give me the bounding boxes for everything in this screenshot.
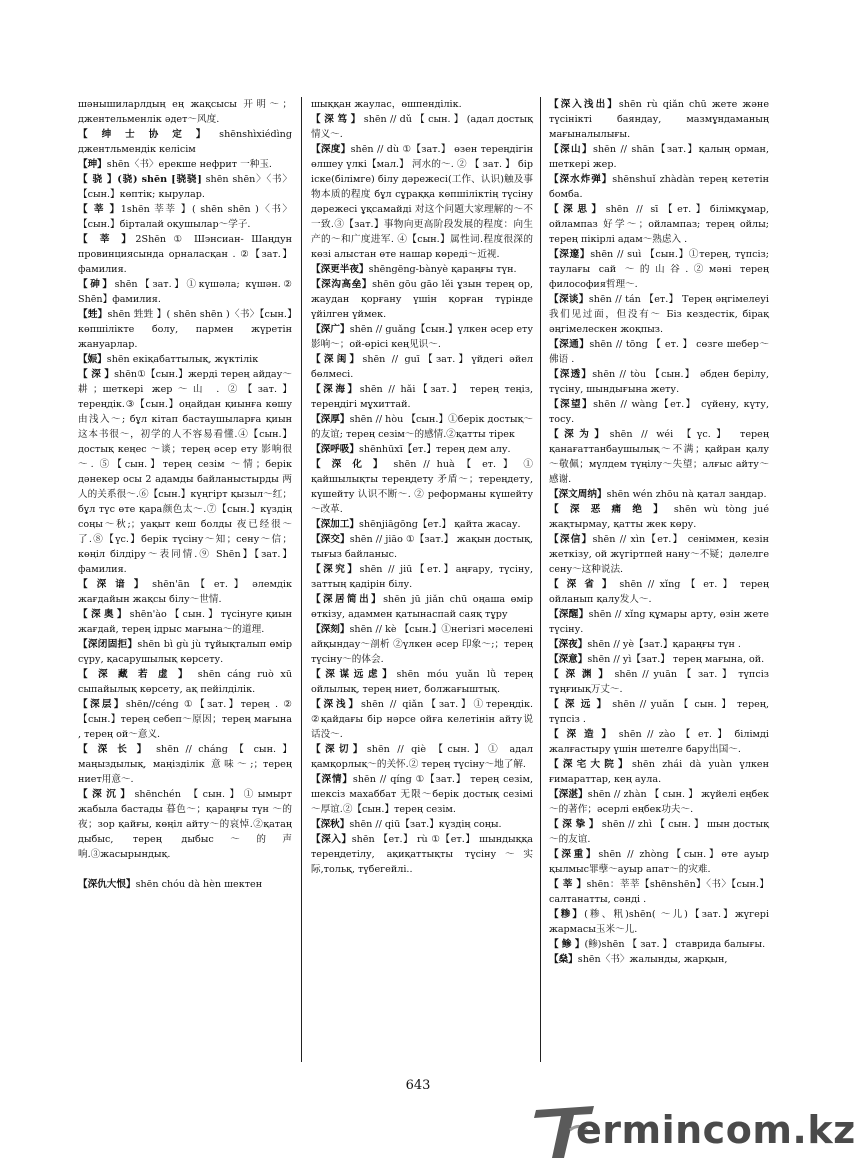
dictionary-entry	[78, 127, 292, 157]
dictionary-entry	[311, 562, 533, 592]
entry-headword: 【 深 藏 若 虚 】	[78, 669, 192, 680]
entry-definition: shēn〈书〉ерекше нефрит 一种玉.	[106, 159, 272, 170]
entry-headword: 【深邃】	[549, 249, 591, 260]
entry-definition: shēn екіқабаттылық, жүктілік	[106, 354, 259, 365]
entry-definition: shēn // tòu 【сын.】 әбден берілу, түсіну, шындығына жету.	[549, 369, 769, 395]
entry-headword: 【 深 化 】	[311, 459, 387, 470]
entry-headword: 【 绅 士 协 定 】	[78, 129, 211, 140]
entry-headword: 【深仇大恨】	[78, 879, 136, 890]
entry-headword: 【 莘 】	[78, 204, 121, 215]
dictionary-entry	[549, 202, 769, 247]
logo-text: ermincom.kz	[576, 1108, 856, 1152]
entry-definition: шыққан жаулас，өшпенділік.	[311, 99, 462, 110]
entry-definition: shēn // xìn【ет.】 сеніммен, кезін жеткізу, ой жүгіртпей нану～不疑；дәлелге сену～这种说法.	[549, 534, 769, 575]
entry-definition: shēn〈书〉жалынды, жарқын,	[577, 954, 728, 965]
entry-headword: 【 深 笃 】	[311, 114, 361, 125]
entry-definition: shēn①【сын.】жерді терең айдау～耕；шеткері жер～山 . ②【зат.】тереңдік.③【сын.】оңайдан қиынға көшу 由浅入～; бұл кітап бастаушыларға қиын 这本书很～，初学的人不容易看懂.④【сын.】достық кеңес ～谈；терең әсер ету 影响很～. ⑤【сын.】терең сезім ～情；берік дәнекер осы 2 адамды байланыстырды 两人的关系很～.⑥【сын.】күңгірт қызыл～红；бұл түс өте қара颜色太～.⑦【сын.】күздің соңы～秋;；уақыт кеш болды 夜已经很～了.⑧【үс.】берік түсіну～知；сену～信；көңіл білдіру～表同情.⑨ Shēn】【зат.】фамилия.	[78, 369, 292, 575]
entry-definition: (糁、籸)shēn( ～儿)【зат.】жүгері жармасы玉米～儿.	[549, 909, 770, 935]
entry-headword: 【深透】	[549, 369, 593, 380]
entry-headword: 【深秋】	[311, 819, 350, 830]
entry-headword: 【深浅】	[311, 699, 361, 710]
entry-headword: 【 鲹 】	[549, 939, 585, 950]
entry-definition: shēn//céng ①【зат.】терең . ②【сын.】терең себеп～原因；терең мағына , терең ой～意义.	[78, 699, 292, 740]
entry-definition: shēn // hǎi【зат.】 терең теңіз, тереңдігі мұхиттай.	[311, 384, 534, 410]
dictionary-entry	[311, 322, 533, 352]
entry-headword: 【深谈】	[549, 294, 589, 305]
entry-headword: 【深望】	[549, 399, 594, 410]
entry-headword: 【深闺】	[311, 354, 363, 365]
entry-headword: 【燊】	[549, 954, 578, 965]
dictionary-entry	[311, 142, 533, 262]
dictionary-entry	[78, 667, 292, 697]
entry-headword: 【深信】	[549, 534, 593, 545]
entry-definition: shēn // dǔ 【 сын. 】 (адал достық情义～.	[311, 114, 533, 140]
entry-definition: shēn // kè 【сын.】①негізгі мәселені айқындау～剖析 ②үлкен әсер 印象～;；терең түсіну～的体会.	[311, 624, 534, 665]
entry-headword: 【深呼吸】	[311, 444, 359, 455]
entry-headword: 【深更半夜】	[311, 264, 369, 275]
entry-headword: 【 深 造 】	[549, 729, 614, 740]
entry-headword: 【深加工】	[311, 519, 359, 530]
dictionary-entry	[311, 352, 533, 382]
dictionary-entry	[78, 877, 292, 892]
dictionary-entry	[311, 592, 533, 622]
dictionary-column-2	[311, 97, 533, 1062]
dictionary-entry	[549, 397, 769, 427]
entry-definition: shēn // zhòng【сын.】өте ауыр қылмыс罪孽～ауыр апат～的灾难.	[549, 849, 770, 875]
entry-definition: shēn // xǐng құмары арту, өзін жете түсіну.	[549, 609, 769, 635]
dictionary-entry	[311, 772, 533, 817]
entry-definition: shēn // guī【зат.】үйдегі әйел бөлмесі.	[311, 354, 534, 380]
entry-headword: 【 深 远 】	[549, 699, 608, 710]
dictionary-entry	[311, 622, 533, 667]
dictionary-entry	[311, 457, 533, 517]
entry-headword: 【深居简出】	[311, 594, 384, 605]
dictionary-entry	[78, 862, 292, 877]
dictionary-entry	[311, 817, 533, 832]
entry-definition: shēn // xǐng 【 ет. 】 терең ойланып қалу发人～.	[549, 579, 769, 605]
entry-definition: shēn // yè【зат.】қараңғы түн .	[587, 639, 741, 650]
entry-definition: shēn chóu dà hèn шектен	[135, 879, 263, 890]
entry-definition: shēn // yuān 【 зат. 】 түпсіз тұңғиық万丈～.	[549, 669, 769, 695]
entry-headword: 【深夜】	[549, 639, 588, 650]
entry-headword: 【深情】	[311, 774, 353, 785]
dictionary-entry	[311, 112, 533, 142]
column-divider-2	[540, 97, 541, 1062]
dictionary-entry	[78, 97, 292, 127]
entry-definition: shēn // tán 【ет.】 Терең әңгімелеуі 我们见过面，但没有～ Біз кездестік, бірақ әңгімелескен жоқпыз.	[549, 294, 770, 335]
entry-definition: shēn // wéi 【үс.】 терең қанағаттанбаушылық～不满；қайран қалу～敬佩；мүлдем түңілу～失望；алғыс айту～感谢.	[549, 429, 769, 485]
entry-headword: 【深谋远虑】	[311, 669, 397, 680]
entry-definition: shēn'ào 【 сын. 】 түсінуге қиын жағдай, терең ідрыс мағына～的道理.	[78, 609, 292, 635]
dictionary-entry	[78, 307, 292, 352]
entry-definition: shēn // shān【зат.】қалың орман, шеткері жер.	[549, 144, 769, 170]
dictionary-entry	[78, 157, 292, 172]
entry-definition: shēn // suì 【сын.】①терең, түпсіз; таулағы сай ～的山谷.②мәні терең философия哲理～.	[549, 249, 770, 290]
entry-definition: (鲹)shēn 【 зат. 】 ставрида балығы.	[584, 939, 766, 950]
entry-headword: 【 莘 】	[78, 234, 136, 245]
dictionary-entry	[549, 757, 769, 787]
entry-headword: 【深醒】	[549, 609, 589, 620]
entry-definition: shēn jū jiǎn chū оңаша өмір өткізу, адаммен қатынаспай саяқ тұру	[311, 594, 534, 620]
entry-definition: shēn // qiū【зат.】күздің соңы.	[349, 819, 502, 830]
entry-headword: 【深为】	[549, 429, 610, 440]
entry-definition: shēn 【ет.】 rù ①【ет.】 шындыққа тереңдетілу, ақиқаттықты түсіну～实际,тольқ, түбегейлі..	[311, 834, 534, 875]
entry-definition: shēn // zhàn 【 сын. 】 жүйелі еңбек～的著作；әсерлі еңбек功夫～.	[549, 789, 769, 815]
entry-definition: shēn zhái dà yuàn үлкен ғимараттар, кең аула.	[549, 759, 769, 785]
entry-definition: shēn // yì【зат.】 терең мағына, ой.	[587, 654, 765, 665]
entry-definition: shēn gōu gāo lěi ұзын терең ор, жаудан қорғану үшін қорған түрінде үйілген үймек.	[311, 279, 533, 320]
entry-headword: 【深水炸弹】	[549, 174, 613, 185]
entry-headword: 【 深 省 】	[549, 579, 614, 590]
entry-headword: 【 深 渊 】	[549, 669, 610, 680]
entry-headword: 【珅】	[78, 159, 107, 170]
dictionary-entry	[549, 667, 769, 697]
dictionary-entry	[549, 532, 769, 577]
entry-definition: shēn // huà 【 ет. 】 ① қайшылықты тереңдету 矛盾～；тереңдету, күшейту 认识不断～. ② реформаны күшейту～改革.	[311, 459, 533, 515]
entry-definition: shēngēng-bànyè қараңғы түн.	[368, 264, 517, 275]
dictionary-entry	[549, 847, 769, 877]
dictionary-entry	[549, 502, 769, 532]
dictionary-entry	[549, 877, 769, 907]
dictionary-entry	[311, 277, 533, 322]
entry-definition: shēn rù qiǎn chū жете және түсінікті баяндау, мазмұндаманың мағыналылығы.	[549, 99, 770, 140]
terminocom-logo[interactable]	[530, 1102, 856, 1162]
dictionary-entry	[549, 817, 769, 847]
entry-definition: 2Shēn ① Шэнсиан- Шаңдун провинциясында орналасқан . ②【зат.】фамилия.	[78, 234, 292, 275]
dictionary-entry	[78, 742, 292, 787]
dictionary-entry	[78, 697, 292, 742]
entry-headword: 【深思】	[549, 204, 606, 215]
dictionary-entry	[549, 292, 769, 337]
entry-headword: 【 深 恶 痛 绝 】	[549, 504, 667, 515]
entry-headword: 【砷】	[78, 279, 115, 290]
entry-definition: shēn // qiǎn【зат.】①тереңдік. ②қайдағы бір нәрсе ойға келетінін айту说话没～.	[311, 699, 533, 740]
dictionary-entry	[549, 727, 769, 757]
entry-definition: shēnchén 【сын.】①ымырт жабыла бастады 暮色～；қараңғы түн ～的夜；зор қайғы, көңіл айту～的哀悼.②қатаң дыбыс, терең дыбыс～的声响.③жасырындық.	[78, 789, 292, 860]
dictionary-entry	[549, 697, 769, 727]
entry-headword: 【深广】	[311, 324, 350, 335]
entry-definition: shēn // guǎng【сын.】үлкен әсер ету影响～；ой-өрісі кең见识～.	[311, 324, 534, 350]
dictionary-entry	[78, 637, 292, 667]
entry-definition: shēn wén zhōu nà қатал заңдар.	[606, 489, 767, 500]
dictionary-entry	[311, 382, 533, 412]
entry-definition: shēn // dù ①【зат.】 өзен тереңдігін өлшеу үлкі【мал.】 河水的～. ② 【 зат. 】 бір іске(білімге) білу дәрежесі(工作、认识)触及事物本质的程度 бұл сұраққа көпшіліктің түсіну дәрежесі ұқсамайді 对这个问题大家理解的～不一致.③【зат.】事物向更高阶段发展的程度：向生产的～和广度进军. ④【сын.】属性词.程度很深的 көзі алыстан өте нашар көреді～近视.	[311, 144, 534, 260]
dictionary-entry	[549, 487, 769, 502]
dictionary-entry	[549, 337, 769, 367]
dictionary-entry	[311, 742, 533, 772]
dictionary-entry	[311, 262, 533, 277]
dictionary-entry	[311, 697, 533, 742]
dictionary-entry	[78, 607, 292, 637]
entry-definition: shēn【зат.】①күшәла; күшән.② Shēn】фамилия.	[78, 279, 293, 305]
entry-headword: 【 深 长 】	[78, 744, 150, 755]
dictionary-entry	[311, 97, 533, 112]
entry-headword: 【深层】	[78, 699, 126, 710]
column-divider-1	[301, 97, 302, 1062]
entry-headword: 【深山】	[549, 144, 594, 155]
entry-headword: 【深交】	[311, 534, 350, 545]
entry-headword: 【深沉】	[78, 789, 135, 800]
entry-definition: shēn // qíng ①【зат.】 терең сезім, шексіз махаббат 无限～берік достық сезімі～厚谊.②【сын.】терең сезім.	[311, 774, 533, 815]
page-number: 643	[405, 1078, 431, 1093]
entry-headword: 【糁】	[549, 909, 585, 920]
entry-headword: 【深海】	[311, 384, 360, 395]
dictionary-entry	[549, 142, 769, 172]
entry-definition: shēn // zhì 【 сын. 】 шын достық ～的友谊.	[549, 819, 769, 845]
entry-definition: 1shēn 莘莘 】( shēn shēn )〈书〉【сын.】бірталай оқушылар～学子.	[78, 204, 292, 230]
entry-definition: shēn // jiāo ①【зат.】 жақын достық, тығыз байланыс.	[311, 534, 533, 560]
entry-definition: shēn // sī【ет.】білімқұмар, ойлампаз 好学～；ойлампаз; терең ойлы; терең пікірлі адам～熟虑入 .	[549, 204, 770, 245]
dictionary-entry	[549, 97, 769, 142]
dictionary-entry	[549, 247, 769, 292]
dictionary-entry	[311, 412, 533, 442]
entry-headword: 【深沟高垒】	[311, 279, 373, 290]
entry-definition: shēn // cháng 【 сын. 】 маңыздылық, маңізділік 意味～;；терең ниет用意～.	[78, 744, 292, 785]
entry-headword: 【娠】	[78, 354, 107, 365]
dictionary-entry	[311, 667, 533, 697]
entry-headword: 【深究】	[311, 564, 360, 575]
entry-definition: shēn wù tòng jué жақтырмау, қатты жек көру.	[549, 504, 769, 530]
entry-definition: shēn // jiū【ет.】аңғару, түсіну, заттың қадірін білу.	[311, 564, 534, 590]
dictionary-entry	[549, 367, 769, 397]
entry-definition: shēn // hòu 【сын.】①берік достық～的友谊; терең сезім～的感情.②қатты тірек	[311, 414, 534, 440]
dictionary-entry	[549, 607, 769, 637]
dictionary-entry	[549, 652, 769, 667]
dictionary-entry	[549, 937, 769, 952]
entry-headword: 【深刻】	[311, 624, 350, 635]
entry-definition: shēn // tōng 【 ет. 】 сөзге шебер～佛语 .	[549, 339, 769, 365]
entry-definition: shēn // qiè 【сын.】① адал қамқорлық～的关怀.② терең түсіну～地了解.	[311, 744, 534, 770]
dictionary-entry	[78, 577, 292, 607]
entry-headword: 【深入】	[311, 834, 352, 845]
entry-definition: shēn // wàng【ет.】 сүйену, күту, тосу.	[549, 399, 769, 425]
entry-headword: 【 深 谙 】	[78, 579, 147, 590]
entry-headword: 【深宅大院】	[549, 759, 632, 770]
dictionary-entry	[78, 232, 292, 277]
dictionary-column-1	[78, 97, 292, 1062]
entry-headword: 【深重】	[549, 849, 599, 860]
dictionary-entry	[78, 172, 292, 202]
entry-headword: 【深意】	[549, 654, 588, 665]
entry-definition: shēn 甡甡 】( shēn shēn )〈书〉【сын.】көпшілікте болу, пармен жүретін жануарлар.	[78, 309, 293, 350]
entry-definition: shēnshìxiédìng джентльмендік келісім	[78, 129, 292, 155]
entry-headword: 【 深 挚 】	[549, 819, 599, 830]
entry-definition: shēn：莘莘【shēnshēn】〈书〉【сын.】салтанатты, сәнді .	[549, 879, 769, 905]
entry-definition: shēn // zào 【 ет. 】 білімді жалғастыру үшін шетелге бару出国～.	[549, 729, 769, 755]
entry-headword: 【 深 奥 】	[78, 609, 127, 620]
dictionary-entry	[78, 787, 292, 862]
entry-definition: shēn // yuǎn 【 сын. 】 терең, түпсіз .	[549, 699, 769, 725]
entry-headword: 【深切】	[311, 744, 367, 755]
entry-headword: 【深闭固拒】	[78, 639, 138, 650]
entry-definition: шәнышиларлдың ең жақсысы 开明～；джентельменлік әдет～风度.	[78, 99, 292, 125]
dictionary-entry	[311, 442, 533, 457]
entry-definition: shēnhūxī【ет.】терең дем алу.	[358, 444, 511, 455]
entry-headword: 【 莘 】	[549, 879, 587, 890]
dictionary-entry	[549, 427, 769, 487]
entry-definition: shēn bì gù jù тұйықталып өмір сүру, қасарушылық көрсету.	[78, 639, 293, 665]
dictionary-entry	[311, 832, 533, 877]
dictionary-entry	[78, 367, 292, 577]
dictionary-entry	[78, 202, 292, 232]
dictionary-entry	[549, 637, 769, 652]
entry-headword: 【 深 】	[78, 369, 115, 380]
dictionary-entry	[549, 787, 769, 817]
dictionary-entry	[78, 277, 292, 307]
entry-definition: shēn shēn〉〈书〉【сын.】көптік; кырулар.	[78, 174, 292, 200]
dictionary-entry	[311, 517, 533, 532]
entry-definition: shēn cáng ruò xū сыпайылық көрсету, ақ пейілділік.	[78, 669, 292, 695]
dictionary-entry	[78, 352, 292, 367]
dictionary-entry	[549, 952, 769, 967]
dictionary-entry	[311, 532, 533, 562]
entry-headword: 【甡】	[78, 309, 108, 320]
dictionary-entry	[549, 907, 769, 937]
entry-definition: shēnjiāgōng【ет.】 қайта жасау.	[358, 519, 521, 530]
entry-definition: shēnshuǐ zhàdàn терең кететін бомба.	[549, 174, 769, 200]
entry-headword: 【深厚】	[311, 414, 350, 425]
entry-headword: 【 骁 】(骁) shēn [骁骁]	[78, 174, 202, 185]
dictionary-entry	[549, 172, 769, 202]
entry-definition: shēn móu yuǎn lǜ терең ойлылық, терең ниет, болжағыштық.	[311, 669, 533, 695]
entry-headword: 【深文周纳】	[549, 489, 607, 500]
entry-headword: 【深入浅出】	[549, 99, 619, 110]
dictionary-column-3	[549, 97, 769, 1062]
entry-headword: 【深通】	[549, 339, 590, 350]
entry-headword: 【深湛】	[549, 789, 588, 800]
dictionary-entry	[549, 577, 769, 607]
entry-definition: shēn'ān 【 ет. 】 әлемдік жағдайын жақсы білу～世情.	[78, 579, 292, 605]
entry-headword: 【深度】	[311, 144, 351, 155]
